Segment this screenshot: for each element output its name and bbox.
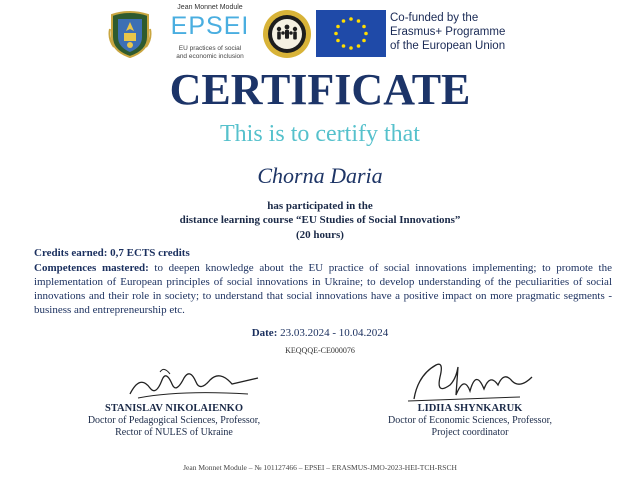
signatory-1-title-1: Doctor of Pedagogical Sciences, Professor, — [87, 415, 261, 426]
eu-text-line-1: Co-funded by the — [390, 12, 479, 24]
hours-line: (20 hours) — [296, 229, 344, 241]
university-emblem-icon — [108, 9, 152, 59]
date-label: Date: — [251, 327, 278, 339]
signatory-2-title-2: Project coordinator — [431, 427, 509, 438]
eu-flag-icon — [316, 10, 386, 57]
eu-cofunding-text — [390, 11, 590, 53]
competences-text: to deepen knowledge about the EU practice of social innovations implementing; to promote the implementation of European principles of social innovations in Ukraine; to develop understanding of the peculiarities of social innovations and their role in society; to understand that social innovations have a positive impact on more pragmatic segments - business and entrepreneurship etc. — [34, 262, 612, 316]
module-label: Jean Monnet Module — [177, 4, 243, 11]
footer-reference: Jean Monnet Module – № 101127466 – EPSEI – ERASMUS-JMO-2023-HEI-TCH-RSCH — [183, 463, 457, 472]
signature-2-image — [400, 355, 540, 405]
course-line: distance learning course “EU Studies of Social Innovations” — [179, 214, 461, 226]
date-value: 23.03.2024 - 10.04.2024 — [277, 327, 389, 339]
certify-line: This is to certify that — [220, 121, 420, 147]
certificate-code: KEQQQE-CE000076 — [285, 346, 355, 355]
recipient-name: Chorna Daria — [257, 163, 383, 188]
eu-text-line-2: Erasmus+ Programme — [390, 26, 506, 38]
project-subtitle-1: EU practices of social — [178, 45, 242, 52]
signatory-1 — [34, 403, 314, 439]
certificate-title: CERTIFICATE — [169, 65, 471, 114]
signatory-2 — [330, 403, 610, 439]
signatory-1-title-2: Rector of NULES of Ukraine — [115, 427, 233, 438]
competences-paragraph — [34, 261, 612, 317]
project-subtitle-2: and economic inclusion — [176, 53, 244, 60]
credits-earned: Credits earned: 0,7 ECTS credits — [34, 247, 190, 259]
project-acronym: EPSEI — [170, 12, 250, 40]
signature-1-image — [120, 360, 270, 405]
signatory-1-name: STANISLAV NIKOLAIENKO — [104, 403, 243, 414]
eu-text-line-3: of the European Union — [390, 40, 506, 52]
competences-label: Competences mastered: — [34, 262, 149, 274]
participation-line: has participated in the — [267, 200, 373, 212]
signatory-2-title-1: Doctor of Economic Sciences, Professor, — [388, 415, 552, 426]
course-dates — [0, 326, 640, 340]
signatory-2-name: LIDIIA SHYNKARUK — [417, 403, 523, 414]
people-circle-logo-icon — [262, 9, 312, 59]
epsei-logo — [160, 4, 260, 62]
